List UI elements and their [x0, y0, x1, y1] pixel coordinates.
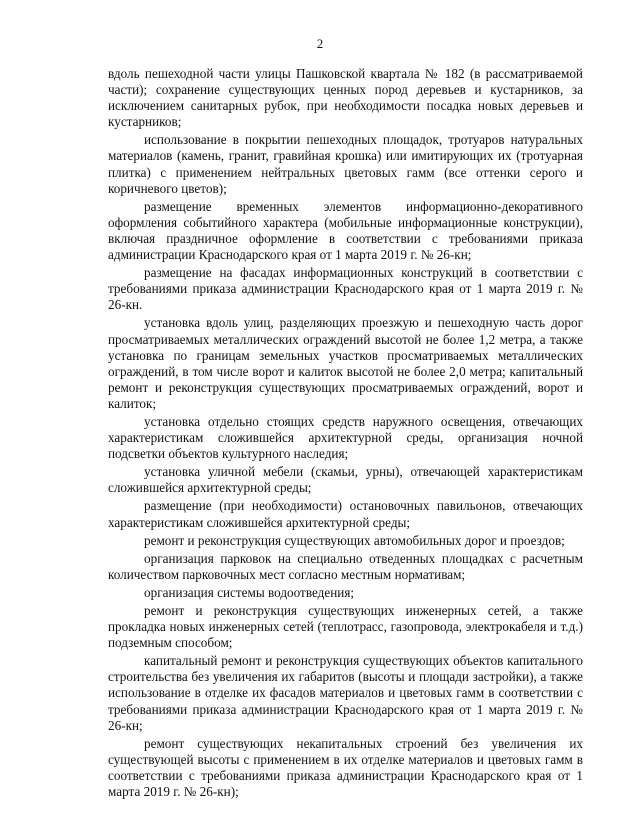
paragraph-8: размещение (при необходимости) остановочных павильонов, отвечающих характеристикам сложившейся архитектурной среды; — [108, 498, 583, 530]
paragraph-9: ремонт и реконструкция существующих автомобильных дорог и проездов; — [144, 532, 565, 548]
paragraph-3: размещение временных элементов информационно-декоративного оформления событийного характера (мобильные информационные конструкции), включая праздничное оформление в соответствии с требованиями приказа администрации Краснодарского края от 1 марта 2019 г. № 26-кн; — [108, 198, 583, 263]
paragraph-10: организация парковок на специально отведенных площадках с расчетным количеством парковочных мест согласно местным нормативам; — [108, 550, 583, 582]
paragraph-7: установка уличной мебели (скамьи, урны), отвечающей характеристикам сложившейся архитектурной среды; — [108, 464, 583, 496]
paragraph-12: ремонт и реконструкция существующих инженерных сетей, а также прокладка новых инженерных сетей (теплотрасс, газопровода, электрокабеля и т.д.) подземным способом; — [108, 603, 583, 651]
paragraph-14: ремонт существующих некапитальных строений без увеличения их существующей высоты с применением в их отделке материалов и цветовых гамм в соответствии с требованиями приказа администрации Краснодарского края от 1 марта 2019 г. № 26-кн); — [108, 735, 583, 800]
paragraph-1: вдоль пешеходной части улицы Пашковской квартала № 182 (в рассматриваемой части); сохранение существующих ценных пород деревьев и кустарников, за исключением санитарных рубок, при необходимости посадка новых деревьев и кустарников; — [108, 66, 583, 130]
paragraph-13: капитальный ремонт и реконструкция существующих объектов капитального строительства без увеличения их габаритов (высоты и площади застройки), а также использование в отделке их фасадов материалов и цветовых гамм в соответствии с требованиями приказа администрации Краснодарского края от 1 марта 2019 г. № 26-кн; — [108, 653, 583, 733]
paragraph-4: размещение на фасадах информационных конструкций в соответствии с требованиями приказа администрации Краснодарского края от 1 марта 2019 г. № 26-кн. — [108, 265, 583, 313]
document-body — [108, 66, 583, 802]
paragraph-5: установка вдоль улиц, разделяющих проезжую и пешеходную часть дорог просматриваемых металлических ограждений высотой не более 1,2 метра, а также установка по границам земельных участков просматриваемых металлических ограждений, в том числе ворот и калиток высотой не более 2,0 метра; капитальный ремонт и реконструкция существующих просматриваемых ограждений, ворот и калиток; — [108, 315, 583, 411]
paragraph-6: установка отдельно стоящих средств наружного освещения, отвечающих характеристикам сложившейся архитектурной среды, организация ночной подсветки объектов культурного наследия; — [108, 413, 583, 462]
paragraph-2: использование в покрытии пешеходных площадок, тротуаров натуральных материалов (камень, гранит, гравийная крошка) или имитирующих их (тротуарная плитка) с применением нейтральных цветовых гамм (все оттенки серого и коричневого цветов); — [108, 132, 583, 196]
paragraph-11: организация системы водоотведения; — [144, 584, 355, 600]
page-number: 2 — [316, 36, 324, 51]
